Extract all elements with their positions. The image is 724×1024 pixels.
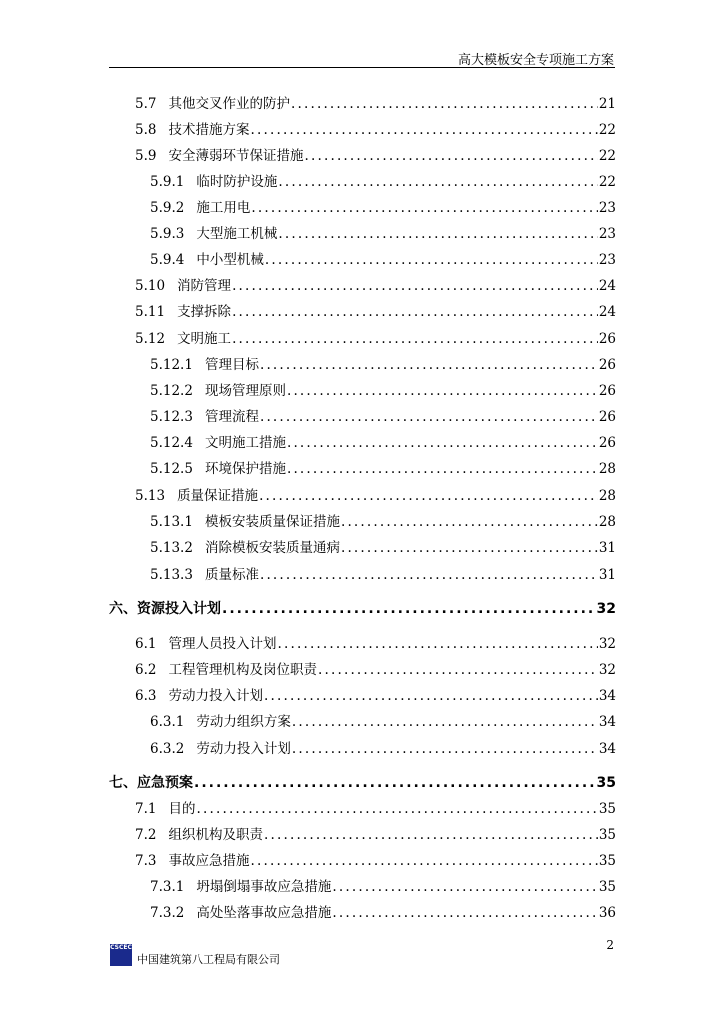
toc-leader-dots [292,714,598,730]
toc-leader-dots [287,461,598,477]
toc-entry-page: 26 [598,435,616,451]
toc-entry-number: 七、 [109,775,137,791]
toc-entry-number: 6.3.1 [150,714,185,730]
toc-entry-number: 5.9.1 [150,174,185,190]
toc-entry[interactable] [150,901,616,921]
toc-entry-page: 21 [598,96,616,112]
toc-entry-number: 5.7 [135,96,157,112]
toc-entry-number: 5.12.3 [150,409,193,425]
toc-entry-number: 7.3.2 [150,905,185,921]
document-header-title: 高大模板安全专项施工方案 [457,53,614,68]
toc-entry-page: 28 [598,488,616,504]
toc-leader-dots [260,409,598,425]
toc-entry-page: 26 [598,357,616,373]
toc-entry-label: 工程管理机构及岗位职责 [168,662,317,678]
toc-leader-dots [265,252,598,268]
toc-entry-page: 26 [598,383,616,399]
toc-entry[interactable] [150,353,616,373]
toc-leader-dots [332,879,597,895]
toc-entry-number: 7.1 [135,801,157,817]
toc-entry-number: 6.2 [135,662,157,678]
toc-leader-dots [260,567,598,583]
toc-entry-number: 6.3.2 [150,741,185,757]
toc-leader-dots [287,435,598,451]
company-name: 中国建筑第八工程局有限公司 [137,953,280,966]
toc-leader-dots [318,662,598,678]
toc-entry-page: 35 [598,853,616,869]
toc-entry-number: 六、 [109,601,137,617]
toc-entry[interactable] [135,274,616,294]
toc-entry-number: 5.9.3 [150,226,185,242]
toc-entry-number: 5.12 [135,331,166,347]
toc-entry[interactable] [150,536,616,556]
toc-entry-label: 安全薄弱环节保证措施 [168,148,304,164]
toc-entry-number: 5.12.4 [150,435,193,451]
toc-entry-number: 5.11 [135,304,166,320]
toc-entry-number: 5.12.5 [150,461,193,477]
toc-entry-label: 劳动力投入计划 [168,688,263,704]
toc-entry[interactable] [135,144,616,164]
toc-entry[interactable] [135,849,616,869]
toc-entry-page: 23 [598,252,616,268]
toc-entry[interactable] [135,484,616,504]
toc-entry-label: 支撑拆除 [177,304,232,320]
toc-leader-dots [222,601,596,617]
toc-leader-dots [291,96,598,112]
toc-leader-dots [341,514,598,530]
toc-entry-label: 资源投入计划 [137,601,221,617]
toc-entry[interactable] [150,196,616,216]
toc-leader-dots [278,226,597,242]
toc-entry-page: 35 [596,775,616,791]
toc-entry-number: 6.1 [135,636,157,652]
toc-entry-label: 文明施工措施 [204,435,286,451]
toc-leader-dots [264,688,598,704]
toc-entry-number: 5.13.3 [150,567,193,583]
toc-entry-page: 34 [598,714,616,730]
toc-entry[interactable] [150,248,616,268]
toc-entry-page: 35 [598,827,616,843]
toc-entry-page: 34 [598,741,616,757]
toc-entry[interactable] [150,405,616,425]
toc-leader-dots [260,357,598,373]
toc-entry[interactable] [150,431,616,451]
toc-entry[interactable] [150,710,616,730]
toc-entry[interactable] [135,118,616,138]
toc-entry-label: 施工用电 [196,200,251,216]
toc-entry[interactable] [135,823,616,843]
toc-leader-dots [259,488,598,504]
toc-entry-page: 34 [598,688,616,704]
toc-leader-dots [304,148,597,164]
toc-entry-label: 质量标准 [204,567,259,583]
toc-entry-label: 消防管理 [177,278,232,294]
toc-entry[interactable] [135,684,616,704]
toc-entry-number: 5.8 [135,122,157,138]
toc-entry-page: 31 [598,567,616,583]
toc-entry-page: 32 [598,662,616,678]
toc-entry-number: 7.2 [135,827,157,843]
toc-entry-label: 文明施工 [177,331,232,347]
toc-entry-label: 模板安装质量保证措施 [204,514,340,530]
toc-entry-page: 24 [598,304,616,320]
toc-entry-number: 5.13.1 [150,514,193,530]
toc-entry[interactable] [150,563,616,583]
toc-entry-label: 质量保证措施 [177,488,259,504]
toc-entry-number: 5.13 [135,488,166,504]
toc-entry-label: 管理人员投入计划 [168,636,277,652]
toc-entry-number: 5.13.2 [150,540,193,556]
toc-entry-page: 23 [598,226,616,242]
toc-entry-page: 32 [596,601,616,617]
logo-text: CSCEC [110,944,132,951]
toc-entry[interactable] [135,300,616,320]
company-logo [110,944,132,966]
toc-entry[interactable] [150,379,616,399]
header-rule [109,67,615,68]
toc-entry-number: 5.12.1 [150,357,193,373]
toc-entry-label: 其他交叉作业的防护 [168,96,290,112]
toc-leader-dots [277,636,597,652]
page-number: 2 [606,938,614,952]
toc-entry-label: 管理目标 [204,357,259,373]
toc-entry-page: 28 [598,514,616,530]
toc-entry-number: 5.12.2 [150,383,193,399]
toc-entry-page: 22 [598,174,616,190]
toc-entry-page: 23 [598,200,616,216]
toc-entry-number: 6.3 [135,688,157,704]
toc-entry-page: 26 [598,409,616,425]
toc-entry[interactable] [150,737,616,757]
toc-leader-dots [292,741,598,757]
toc-entry-label: 目的 [168,801,196,817]
toc-leader-dots [232,331,598,347]
toc-entry-label: 应急预案 [137,775,193,791]
toc-entry-label: 劳动力组织方案 [196,714,291,730]
toc-entry-page: 24 [598,278,616,294]
toc-entry-label: 临时防护设施 [196,174,278,190]
toc-entry-label: 事故应急措施 [168,853,250,869]
toc-entry-page: 32 [598,636,616,652]
toc-leader-dots [332,905,597,921]
toc-entry[interactable] [109,598,616,618]
toc-entry-number: 5.9 [135,148,157,164]
toc-entry-label: 现场管理原则 [204,383,286,399]
toc-entry-number: 5.9.2 [150,200,185,216]
toc-leader-dots [341,540,598,556]
toc-entry[interactable] [150,222,616,242]
toc-entry[interactable] [135,632,616,652]
toc-entry-label: 高处坠落事故应急措施 [196,905,332,921]
toc-entry-label: 大型施工机械 [196,226,278,242]
toc-entry-number: 7.3 [135,853,157,869]
toc-leader-dots [264,827,598,843]
toc-entry-label: 劳动力投入计划 [196,741,291,757]
toc-entry-page: 36 [598,905,616,921]
toc-entry[interactable] [150,510,616,530]
toc-entry-number: 5.10 [135,278,166,294]
toc-leader-dots [250,853,597,869]
toc-entry-number: 7.3.1 [150,879,185,895]
toc-entry[interactable] [150,875,616,895]
toc-leader-dots [287,383,598,399]
toc-entry-label: 管理流程 [204,409,259,425]
toc-entry[interactable] [150,170,616,190]
toc-entry[interactable] [135,658,616,678]
toc-leader-dots [232,304,598,320]
toc-leader-dots [250,122,597,138]
toc-leader-dots [194,775,596,791]
toc-entry[interactable] [135,327,616,347]
toc-entry-label: 消除模板安装质量通病 [204,540,340,556]
toc-entry-page: 22 [598,148,616,164]
toc-entry-label: 环境保护措施 [204,461,286,477]
toc-entry-page: 35 [598,879,616,895]
toc-entry-label: 技术措施方案 [168,122,250,138]
toc-entry-page: 26 [598,331,616,347]
toc-entry[interactable] [150,457,616,477]
toc-leader-dots [251,200,597,216]
toc-entry-page: 22 [598,122,616,138]
toc-entry-page: 35 [598,801,616,817]
toc-entry[interactable] [135,797,616,817]
toc-entry[interactable] [135,92,616,112]
toc-leader-dots [278,174,597,190]
toc-entry-label: 坍塌倒塌事故应急措施 [196,879,332,895]
toc-leader-dots [232,278,598,294]
toc-entry-label: 组织机构及职责 [168,827,263,843]
toc-entry-number: 5.9.4 [150,252,185,268]
toc-leader-dots [196,801,597,817]
toc-entry-label: 中小型机械 [196,252,264,268]
toc-entry-page: 31 [598,540,616,556]
toc-entry-page: 28 [598,461,616,477]
toc-entry[interactable] [109,772,616,792]
